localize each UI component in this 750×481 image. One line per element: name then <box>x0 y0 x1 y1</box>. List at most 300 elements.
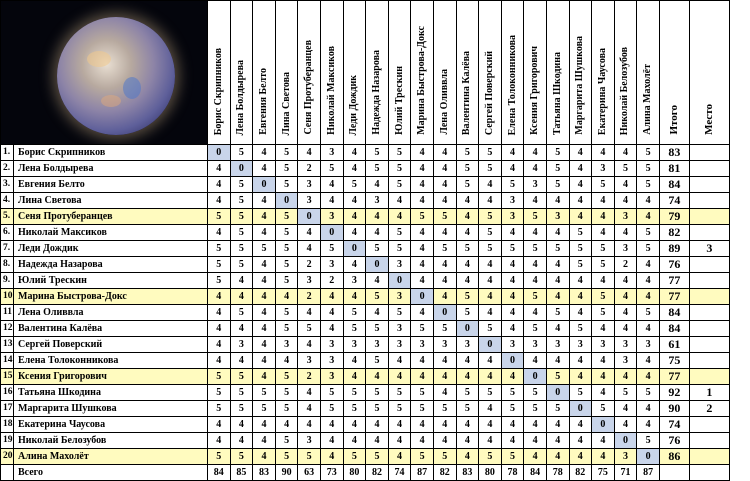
row-number: 1. <box>1 145 14 161</box>
score-cell: 4 <box>637 401 660 417</box>
score-cell: 4 <box>320 433 343 449</box>
score-cell: 5 <box>592 401 615 417</box>
score-cell: 4 <box>569 177 592 193</box>
score-cell: 4 <box>253 209 276 225</box>
score-cell: 4 <box>411 225 434 241</box>
score-cell: 5 <box>592 257 615 273</box>
score-cell: 4 <box>546 449 569 465</box>
row-number: 10 <box>1 289 14 305</box>
score-cell: 4 <box>433 369 456 385</box>
table-row <box>1 289 730 305</box>
row-total: 74 <box>659 193 689 209</box>
row-number: 18 <box>1 417 14 433</box>
table-row <box>1 385 730 401</box>
score-cell: 4 <box>614 321 637 337</box>
participant-name: Лина Светова <box>14 193 208 209</box>
column-header-label: Маргарита Шушкова <box>574 36 586 135</box>
score-cell: 4 <box>456 369 479 385</box>
score-cell: 4 <box>253 145 276 161</box>
row-place <box>689 257 729 273</box>
table-row <box>1 433 730 449</box>
score-cell: 4 <box>275 417 298 433</box>
score-cell: 4 <box>433 273 456 289</box>
score-cell: 5 <box>411 401 434 417</box>
row-place <box>689 145 729 161</box>
score-cell: 5 <box>456 385 479 401</box>
column-header-total <box>659 1 689 145</box>
participant-name: Екатерина Чаусова <box>14 417 208 433</box>
score-cell: 3 <box>614 241 637 257</box>
score-cell: 3 <box>546 209 569 225</box>
score-cell: 5 <box>275 321 298 337</box>
score-cell: 0 <box>230 161 253 177</box>
column-header <box>298 1 321 145</box>
row-total: 92 <box>659 385 689 401</box>
score-cell: 3 <box>320 257 343 273</box>
score-cell: 5 <box>479 449 502 465</box>
score-cell: 5 <box>592 241 615 257</box>
score-cell: 5 <box>298 321 321 337</box>
score-cell: 4 <box>320 177 343 193</box>
score-cell: 4 <box>343 193 366 209</box>
column-header-label: Николай Белозубов <box>619 46 631 135</box>
score-cell: 4 <box>479 193 502 209</box>
score-cell: 5 <box>524 209 547 225</box>
place-header-label: Место <box>703 104 716 135</box>
score-cell: 5 <box>275 385 298 401</box>
score-cell: 4 <box>501 433 524 449</box>
score-cell: 5 <box>320 241 343 257</box>
score-cell: 5 <box>456 401 479 417</box>
row-place <box>689 305 729 321</box>
column-total: 84 <box>208 465 231 481</box>
score-cell: 4 <box>456 433 479 449</box>
column-header <box>546 1 569 145</box>
score-cell: 5 <box>253 401 276 417</box>
score-cell: 4 <box>253 225 276 241</box>
score-cell: 5 <box>456 161 479 177</box>
score-cell: 4 <box>456 417 479 433</box>
row-total: 84 <box>659 305 689 321</box>
score-cell: 5 <box>546 241 569 257</box>
row-place <box>689 273 729 289</box>
score-cell: 4 <box>524 225 547 241</box>
score-cell: 3 <box>275 337 298 353</box>
score-cell: 5 <box>479 225 502 241</box>
column-header-label: Екатерина Чаусова <box>596 47 608 135</box>
header-photo-cell <box>1 1 208 145</box>
score-cell: 2 <box>298 161 321 177</box>
row-number: 5. <box>1 209 14 225</box>
score-cell: 4 <box>479 417 502 433</box>
score-cell: 3 <box>298 193 321 209</box>
column-total: 83 <box>456 465 479 481</box>
column-header <box>388 1 411 145</box>
row-number: 16 <box>1 385 14 401</box>
row-total: 84 <box>659 321 689 337</box>
column-total: 82 <box>433 465 456 481</box>
row-number: 14 <box>1 353 14 369</box>
score-cell: 4 <box>524 145 547 161</box>
score-cell: 4 <box>433 385 456 401</box>
score-cell: 4 <box>253 337 276 353</box>
column-header-label: Николай Максиков <box>325 46 337 135</box>
row-place <box>689 369 729 385</box>
row-total: 61 <box>659 337 689 353</box>
score-cell: 4 <box>614 193 637 209</box>
column-header-label: Сергей Поверский <box>483 50 495 135</box>
score-cell: 4 <box>343 145 366 161</box>
column-total: 71 <box>614 465 637 481</box>
score-cell: 4 <box>208 321 231 337</box>
column-header <box>433 1 456 145</box>
score-cell: 4 <box>230 353 253 369</box>
score-cell: 4 <box>456 225 479 241</box>
score-cell: 4 <box>524 433 547 449</box>
participant-name: Надежда Назарова <box>14 257 208 273</box>
column-total: 85 <box>230 465 253 481</box>
score-cell: 4 <box>366 433 389 449</box>
score-cell: 5 <box>501 241 524 257</box>
score-cell: 4 <box>433 193 456 209</box>
score-cell: 4 <box>614 225 637 241</box>
score-cell: 4 <box>366 273 389 289</box>
score-cell: 0 <box>253 177 276 193</box>
table-row <box>1 193 730 209</box>
score-cell: 4 <box>592 433 615 449</box>
score-cell: 5 <box>343 385 366 401</box>
column-header <box>524 1 547 145</box>
score-cell: 5 <box>275 305 298 321</box>
score-cell: 4 <box>569 273 592 289</box>
table-row <box>1 369 730 385</box>
score-cell: 5 <box>524 321 547 337</box>
column-header <box>366 1 389 145</box>
score-cell: 5 <box>501 401 524 417</box>
row-place: 3 <box>689 241 729 257</box>
row-number: 15 <box>1 369 14 385</box>
row-number: 9. <box>1 273 14 289</box>
score-cell: 3 <box>366 337 389 353</box>
score-cell: 3 <box>501 193 524 209</box>
score-cell: 4 <box>592 353 615 369</box>
score-cell: 5 <box>524 401 547 417</box>
score-cell: 5 <box>343 401 366 417</box>
score-cell: 5 <box>501 385 524 401</box>
score-cell: 5 <box>637 385 660 401</box>
column-header-label: Марина Быстрова-Докс <box>416 26 428 135</box>
score-cell: 3 <box>524 337 547 353</box>
participant-name: Алина Махолёт <box>14 449 208 465</box>
table-row <box>1 241 730 257</box>
score-cell: 4 <box>320 289 343 305</box>
score-cell: 4 <box>592 385 615 401</box>
score-cell: 4 <box>524 449 547 465</box>
score-cell: 5 <box>230 225 253 241</box>
participant-name: Сеня Протуберанцев <box>14 209 208 225</box>
score-cell: 3 <box>298 273 321 289</box>
score-cell: 4 <box>388 353 411 369</box>
participant-name: Николай Белозубов <box>14 433 208 449</box>
row-number: 13 <box>1 337 14 353</box>
score-cell: 5 <box>569 321 592 337</box>
score-cell: 0 <box>501 353 524 369</box>
score-cell: 3 <box>614 337 637 353</box>
score-cell: 5 <box>388 241 411 257</box>
score-cell: 4 <box>411 305 434 321</box>
participant-name: Маргарита Шушкова <box>14 401 208 417</box>
column-header-label: Лена Оливвла <box>438 69 450 135</box>
score-cell: 3 <box>501 209 524 225</box>
score-cell: 4 <box>208 353 231 369</box>
row-place <box>689 433 729 449</box>
score-cell: 4 <box>524 193 547 209</box>
score-cell: 0 <box>546 385 569 401</box>
score-cell: 4 <box>569 289 592 305</box>
row-number: 7. <box>1 241 14 257</box>
score-cell: 5 <box>433 449 456 465</box>
score-cell: 5 <box>524 385 547 401</box>
row-total: 82 <box>659 225 689 241</box>
score-cell: 5 <box>569 385 592 401</box>
score-cell: 2 <box>298 257 321 273</box>
table-row <box>1 449 730 465</box>
score-cell: 5 <box>546 161 569 177</box>
column-header-label: Сеня Протуберанцев <box>303 40 315 135</box>
score-cell: 3 <box>388 337 411 353</box>
score-cell: 5 <box>275 145 298 161</box>
score-cell: 4 <box>637 353 660 369</box>
score-cell: 4 <box>501 369 524 385</box>
score-cell: 4 <box>456 353 479 369</box>
row-place <box>689 193 729 209</box>
score-cell: 4 <box>298 305 321 321</box>
row-place <box>689 353 729 369</box>
score-cell: 4 <box>411 161 434 177</box>
score-cell: 5 <box>275 449 298 465</box>
score-cell: 4 <box>637 417 660 433</box>
score-cell: 4 <box>592 209 615 225</box>
participant-name: Марина Быстрова-Докс <box>14 289 208 305</box>
score-cell: 5 <box>614 161 637 177</box>
score-cell: 4 <box>411 177 434 193</box>
table-row <box>1 209 730 225</box>
row-number: 3. <box>1 177 14 193</box>
score-cell: 5 <box>253 385 276 401</box>
totals-label: Всего <box>14 465 208 481</box>
score-cell: 4 <box>388 193 411 209</box>
row-total: 77 <box>659 273 689 289</box>
participant-name: Лена Оливвла <box>14 305 208 321</box>
column-header <box>592 1 615 145</box>
score-cell: 4 <box>253 273 276 289</box>
score-cell: 4 <box>479 353 502 369</box>
score-cell: 3 <box>320 145 343 161</box>
score-cell: 5 <box>230 193 253 209</box>
participant-name: Борис Скрипников <box>14 145 208 161</box>
score-cell: 4 <box>275 353 298 369</box>
column-total: 82 <box>569 465 592 481</box>
score-cell: 4 <box>546 353 569 369</box>
score-cell: 4 <box>524 353 547 369</box>
score-cell: 5 <box>320 401 343 417</box>
score-cell: 4 <box>501 273 524 289</box>
score-cell: 0 <box>208 145 231 161</box>
score-cell: 4 <box>614 177 637 193</box>
score-cell: 4 <box>456 257 479 273</box>
score-cell: 5 <box>230 257 253 273</box>
score-cell: 5 <box>230 369 253 385</box>
score-cell: 5 <box>637 241 660 257</box>
column-header <box>208 1 231 145</box>
column-header <box>479 1 502 145</box>
score-cell: 4 <box>479 257 502 273</box>
score-cell: 4 <box>253 193 276 209</box>
score-cell: 4 <box>592 145 615 161</box>
row-place: 1 <box>689 385 729 401</box>
column-header <box>343 1 366 145</box>
score-cell: 4 <box>637 209 660 225</box>
score-cell: 5 <box>366 449 389 465</box>
score-cell: 4 <box>366 305 389 321</box>
score-cell: 4 <box>637 193 660 209</box>
row-total: 81 <box>659 161 689 177</box>
score-cell: 5 <box>230 449 253 465</box>
score-cell: 5 <box>275 161 298 177</box>
column-header-label: Леди Дождик <box>348 74 360 135</box>
score-cell: 4 <box>298 417 321 433</box>
score-cell: 4 <box>208 193 231 209</box>
table-row <box>1 257 730 273</box>
score-cell: 4 <box>456 273 479 289</box>
score-cell: 5 <box>456 145 479 161</box>
score-cell: 4 <box>343 289 366 305</box>
score-cell: 4 <box>569 145 592 161</box>
score-cell: 4 <box>524 273 547 289</box>
score-cell: 4 <box>479 289 502 305</box>
score-cell: 4 <box>501 305 524 321</box>
score-cell: 5 <box>637 305 660 321</box>
column-total: 75 <box>592 465 615 481</box>
score-cell: 5 <box>208 273 231 289</box>
row-total: 77 <box>659 369 689 385</box>
score-cell: 5 <box>411 321 434 337</box>
score-cell: 4 <box>388 449 411 465</box>
score-cell: 4 <box>501 321 524 337</box>
score-cell: 5 <box>479 321 502 337</box>
row-place <box>689 209 729 225</box>
score-cell: 5 <box>275 273 298 289</box>
score-cell: 5 <box>501 177 524 193</box>
score-cell: 5 <box>208 369 231 385</box>
score-cell: 3 <box>614 209 637 225</box>
participant-name: Валентина Калёва <box>14 321 208 337</box>
score-cell: 5 <box>546 401 569 417</box>
score-cell: 4 <box>433 225 456 241</box>
score-cell: 5 <box>501 449 524 465</box>
score-cell: 4 <box>388 417 411 433</box>
column-total: 84 <box>524 465 547 481</box>
score-cell: 4 <box>433 145 456 161</box>
participant-name: Юлий Трескин <box>14 273 208 289</box>
row-total: 83 <box>659 145 689 161</box>
score-cell: 3 <box>366 193 389 209</box>
score-cell: 4 <box>592 273 615 289</box>
score-cell: 5 <box>479 161 502 177</box>
score-cell: 4 <box>208 433 231 449</box>
row-place <box>689 417 729 433</box>
score-cell: 4 <box>479 401 502 417</box>
score-cell: 5 <box>456 305 479 321</box>
score-cell: 4 <box>569 161 592 177</box>
score-cell: 4 <box>592 193 615 209</box>
score-cell: 5 <box>275 401 298 417</box>
row-number: 12 <box>1 321 14 337</box>
column-header <box>637 1 660 145</box>
score-cell: 4 <box>501 289 524 305</box>
score-cell: 5 <box>366 401 389 417</box>
score-cell: 4 <box>592 321 615 337</box>
score-cell: 5 <box>388 161 411 177</box>
score-cell: 4 <box>411 433 434 449</box>
score-cell: 4 <box>546 321 569 337</box>
score-cell: 4 <box>479 177 502 193</box>
score-cell: 4 <box>366 225 389 241</box>
score-cell: 5 <box>230 401 253 417</box>
column-total: 87 <box>637 465 660 481</box>
score-cell: 4 <box>343 433 366 449</box>
score-cell: 4 <box>592 369 615 385</box>
score-cell: 4 <box>479 305 502 321</box>
row-total: 74 <box>659 417 689 433</box>
row-number: 4. <box>1 193 14 209</box>
table-row <box>1 337 730 353</box>
score-cell: 4 <box>546 417 569 433</box>
score-cell: 0 <box>411 289 434 305</box>
score-cell: 5 <box>637 433 660 449</box>
column-header-label: Надежда Назарова <box>370 50 382 135</box>
score-cell: 4 <box>614 401 637 417</box>
participant-name: Ксения Григорович <box>14 369 208 385</box>
participant-name: Сергей Поверский <box>14 337 208 353</box>
score-cell: 4 <box>343 161 366 177</box>
score-cell: 5 <box>479 145 502 161</box>
score-cell: 4 <box>230 273 253 289</box>
score-cell: 3 <box>524 177 547 193</box>
column-header <box>456 1 479 145</box>
score-cell: 3 <box>388 257 411 273</box>
score-cell: 5 <box>433 209 456 225</box>
score-cell: 5 <box>275 209 298 225</box>
score-cell: 3 <box>298 177 321 193</box>
column-header <box>614 1 637 145</box>
score-cell: 4 <box>230 289 253 305</box>
score-cell: 3 <box>298 433 321 449</box>
column-header <box>253 1 276 145</box>
score-cell: 5 <box>456 177 479 193</box>
row-number: 17 <box>1 401 14 417</box>
score-cell: 0 <box>343 241 366 257</box>
score-cell: 4 <box>569 353 592 369</box>
row-number: 19 <box>1 433 14 449</box>
score-cell: 4 <box>298 337 321 353</box>
score-cell: 5 <box>569 225 592 241</box>
score-cell: 3 <box>230 337 253 353</box>
score-cell: 4 <box>524 257 547 273</box>
row-place <box>689 289 729 305</box>
score-cell: 4 <box>501 225 524 241</box>
score-cell: 5 <box>343 305 366 321</box>
